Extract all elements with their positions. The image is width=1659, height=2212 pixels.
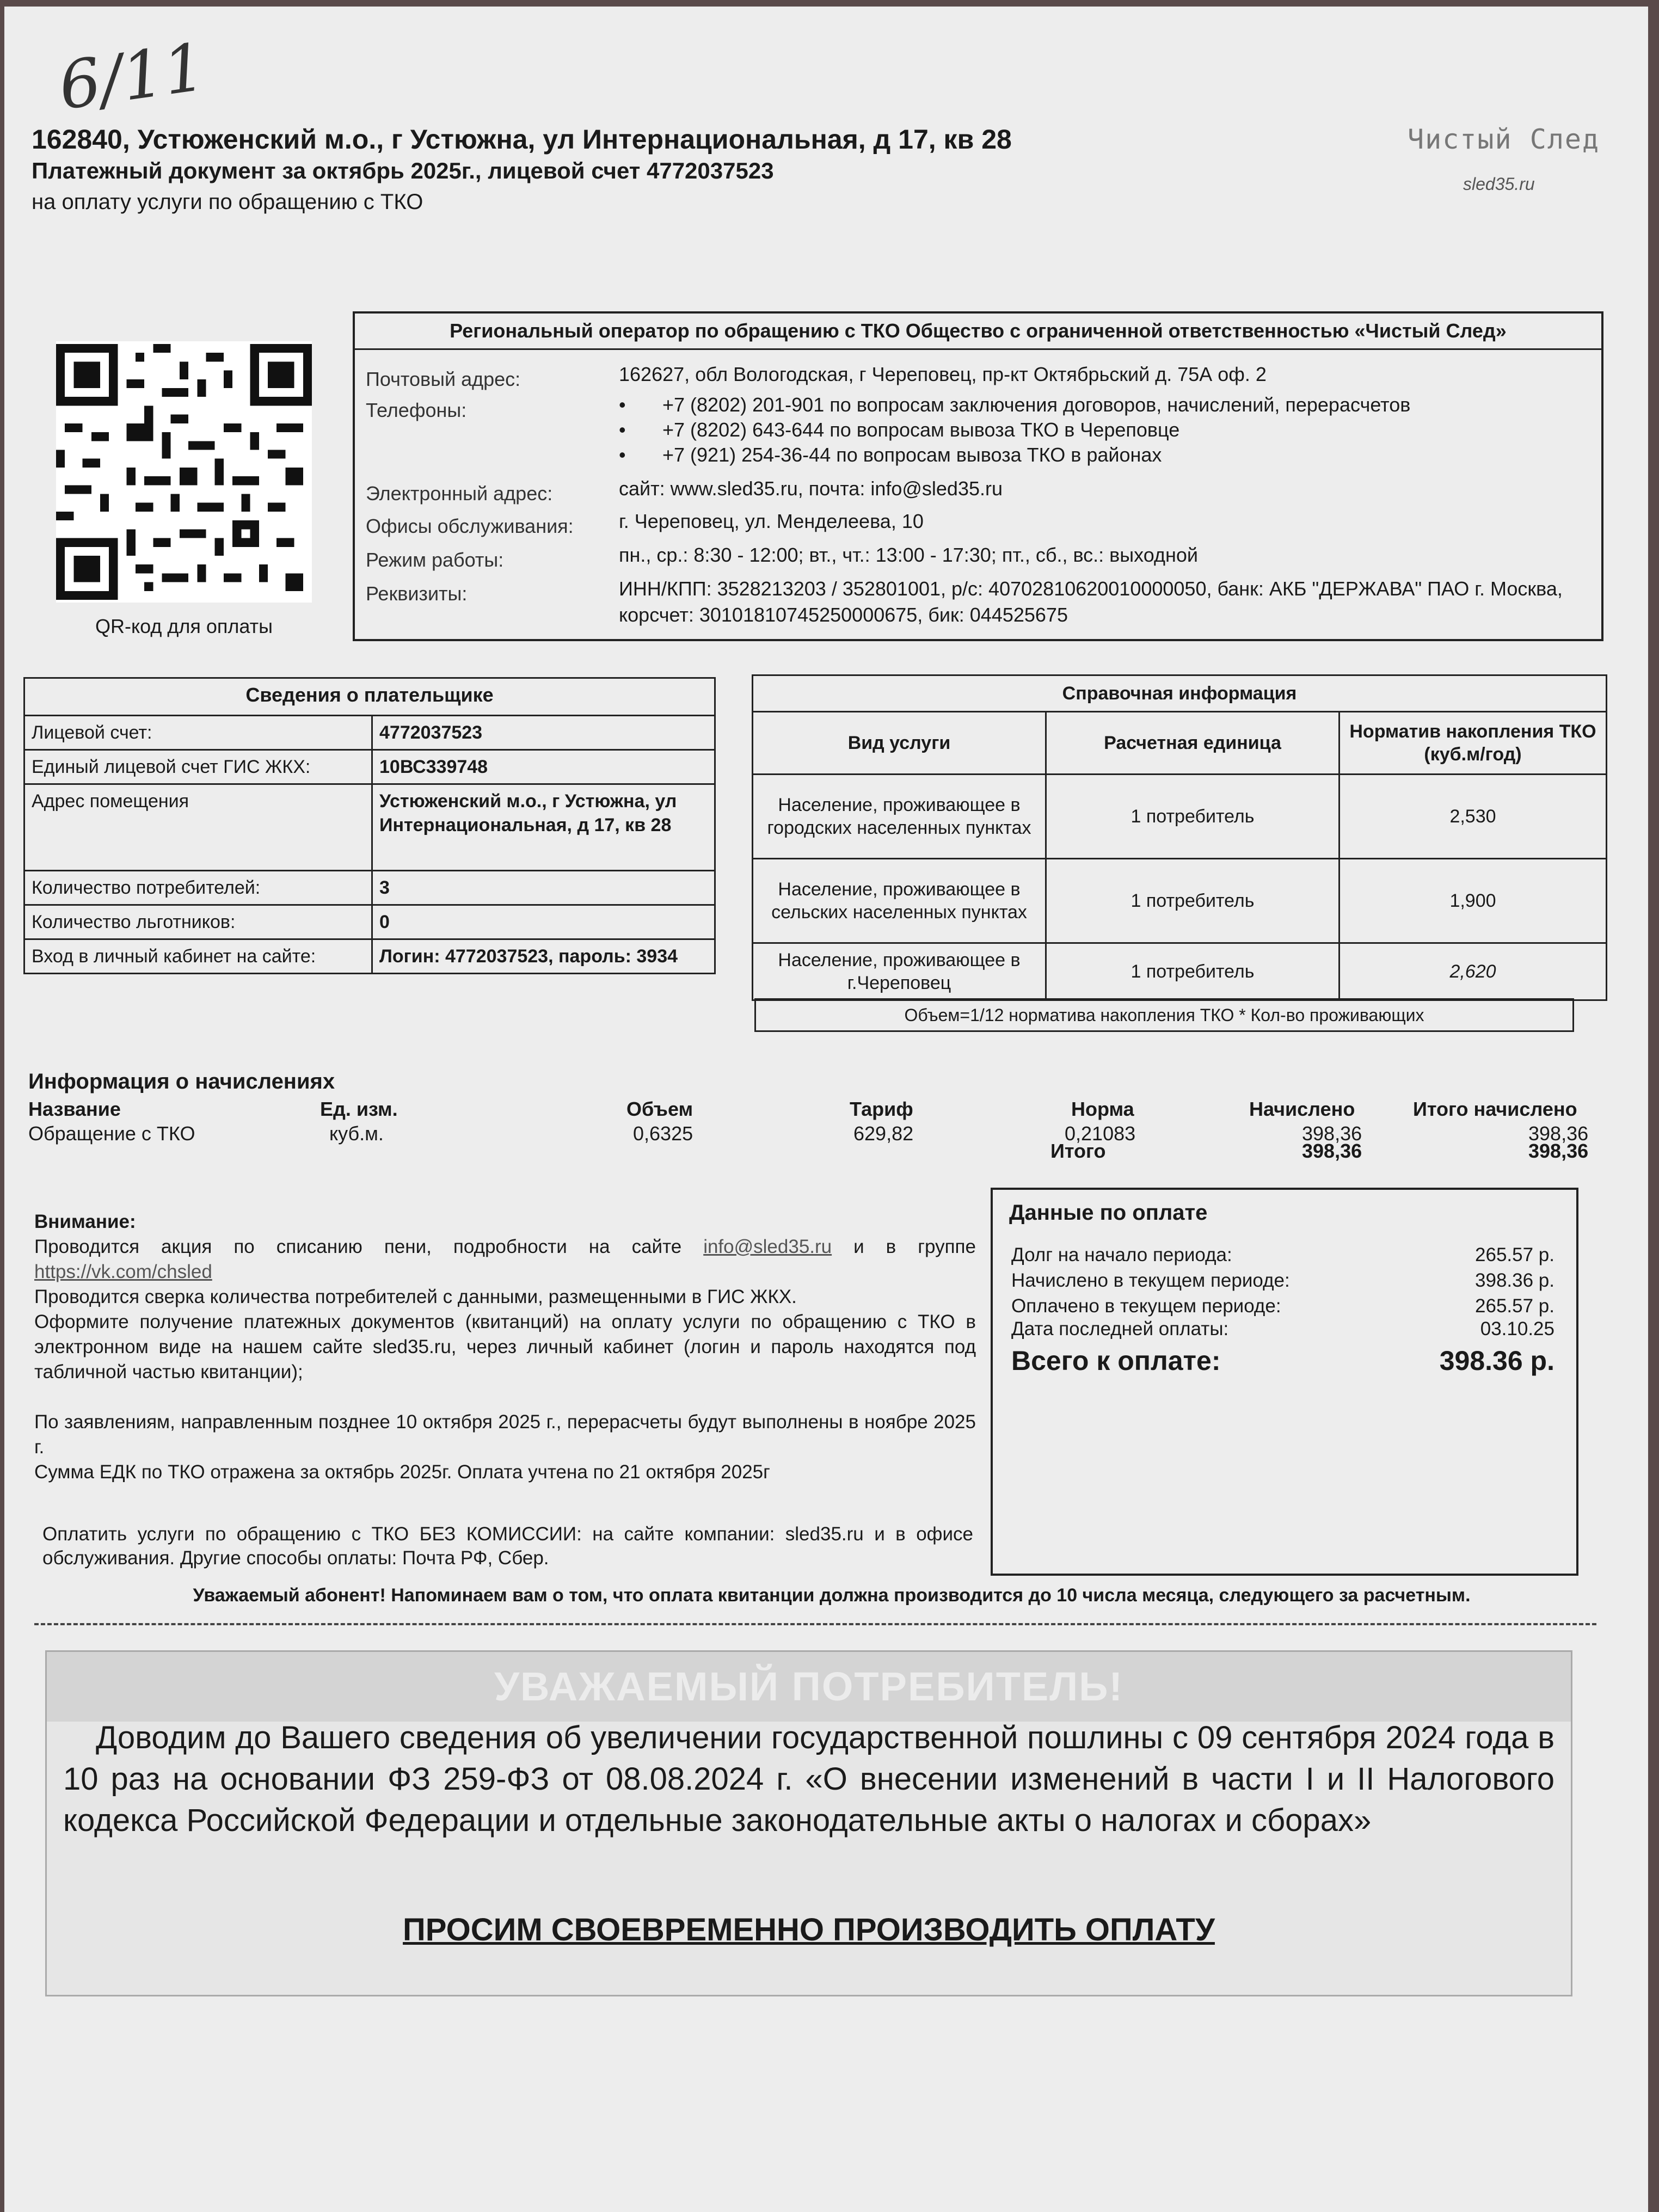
notice-text: Проводится акция по списанию пени, подробности на сайте <box>34 1236 682 1257</box>
charges-cell: 398,36 <box>1302 1122 1362 1145</box>
notice-text: Проводится сверка количества потребителей с данными, размещенными в ГИС ЖКХ. <box>34 1286 797 1307</box>
payer-value: 10ВС339748 <box>372 750 715 784</box>
payer-value: 4772037523 <box>372 716 715 750</box>
charges-cell: 0,21083 <box>1065 1122 1136 1145</box>
banner-text: Доводим до Вашего сведения об увеличении государственной пошлины с 09 сентября 2024 года в 10 раз на основании ФЗ 259-ФЗ от 08.08.2024 г. «О внесении изменений в части I и II Налогового кодекса Российской Федерации и отдельные законодательные акты о налогах и сборах» <box>63 1720 1554 1838</box>
table-row <box>753 859 1607 943</box>
reference-title: Справочная информация <box>753 675 1607 712</box>
charges-total-sum: 398,36 <box>1528 1140 1589 1162</box>
notice-text: Оформите получение платежных документов (квитанций) на оплату услуги по обращению с ТКО в электронном виде на нашем сайте sled35.ru, через личный кабинет (логин и пароль находятся под табличной частью квитанции); <box>34 1311 976 1382</box>
reference-cell: 2,530 <box>1340 775 1607 859</box>
payer-table <box>23 677 716 974</box>
charges-header: Объем <box>626 1098 693 1120</box>
payment-methods-note: Оплатить услуги по обращению с ТКО БЕЗ КОМИССИИ: на сайте компании: sled35.ru и в офисе обслуживания. Другие способы оплаты: Почта РФ, Сбер. <box>42 1523 973 1569</box>
notice-text: и в группе <box>853 1236 976 1257</box>
phone-item[interactable]: +7 (8202) 643-644 по вопросам вывоза ТКО в Череповце <box>662 419 1180 441</box>
table-row <box>24 871 715 905</box>
payer-label: Адрес помещения <box>24 784 372 871</box>
charges-cell: куб.м. <box>329 1122 384 1145</box>
header-subtitle: на оплату услуги по обращению с ТКО <box>32 190 423 214</box>
charges-total-label: Итого <box>1050 1140 1106 1162</box>
charges-title: Информация о начислениях <box>28 1070 335 1093</box>
notice-promo <box>34 1234 976 1285</box>
header-address: 162840, Устюженский м.о., г Устюжна, ул Интернациональная, д 17, кв 28 <box>32 124 1012 155</box>
phones-label: Телефоны: <box>366 399 467 421</box>
payer-value: Устюженский м.о., г Устюжна, ул Интернациональная, д 17, кв 28 <box>372 784 715 871</box>
company-logo: Чистый След <box>1408 124 1600 155</box>
table-row <box>24 784 715 871</box>
table-row <box>24 716 715 750</box>
reference-table <box>752 674 1607 1001</box>
charges-cell: 0,6325 <box>633 1122 693 1145</box>
qr-code-label: QR-код для оплаты <box>95 615 273 637</box>
table-row <box>24 905 715 939</box>
charges-header: Итого начислено <box>1413 1098 1577 1120</box>
cut-line <box>34 1623 1596 1625</box>
email-label: Электронный адрес: <box>366 482 553 505</box>
payment-value: 03.10.25 <box>1480 1318 1554 1340</box>
reference-cell: 1 потребитель <box>1046 775 1340 859</box>
reference-header: Норматив накопления ТКО (куб.м/год) <box>1340 712 1607 775</box>
operator-info-box <box>353 311 1603 641</box>
offices-label: Офисы обслуживания: <box>366 515 574 537</box>
charges-cell: 398,36 <box>1528 1122 1589 1145</box>
table-row <box>24 750 715 784</box>
table-row <box>753 775 1607 859</box>
notice-section <box>34 1209 976 1485</box>
charges-header: Тариф <box>850 1098 913 1120</box>
payment-label: Дата последней оплаты: <box>1011 1318 1229 1340</box>
payment-data-title: Данные по оплате <box>1009 1201 1208 1225</box>
payment-document <box>4 7 1648 2212</box>
requisites-value: ИНН/КПП: 3528213203 / 352801001, р/с: 40702810620010000050, банк: АКБ "ДЕРЖАВА" ПАО г. Москва, корсчет: 30101810745250000675, бик: 044525675 <box>619 577 1563 626</box>
payer-label: Количество потребителей: <box>24 871 372 905</box>
offices-value: г. Череповец, ул. Менделеева, 10 <box>619 510 924 532</box>
banner-heading: УВАЖАЕМЫЙ ПОТРЕБИТЕЛЬ! <box>47 1652 1571 1722</box>
phones-list: • +7 (8202) 201-901 по вопросам заключения договоров, начислений, перерасчетов • +7 (8202) 643-644 по вопросам вывоза ТКО в Череповце • +7 (921) 254-36-44 по вопросам вывоза ТКО в районах <box>619 394 1411 466</box>
reference-cell: 1 потребитель <box>1046 859 1340 943</box>
payment-label: Начислено в текущем периоде: <box>1011 1270 1290 1291</box>
payment-data-box <box>991 1188 1578 1576</box>
payer-value: 3 <box>372 871 715 905</box>
reference-cell: Население, проживающее в сельских населенных пунктах <box>753 859 1046 943</box>
payer-title: Сведения о плательщике <box>24 678 715 716</box>
notice-text: Сумма ЕДК по ТКО отражена за октябрь 2025г. Оплата учтена по 21 октября 2025г <box>34 1461 770 1483</box>
notice-title: Внимание: <box>34 1211 136 1232</box>
payer-value: 0 <box>372 905 715 939</box>
reference-header: Вид услуги <box>753 712 1046 775</box>
charges-header: Начислено <box>1249 1098 1355 1120</box>
payer-label: Вход в личный кабинет на сайте: <box>24 939 372 974</box>
qr-code-icon[interactable] <box>56 341 312 603</box>
vk-group-link[interactable]: https://vk.com/chsled <box>34 1261 212 1282</box>
payer-label: Количество льготников: <box>24 905 372 939</box>
notice-banner <box>45 1650 1572 1996</box>
charges-header: Название <box>28 1098 121 1120</box>
reference-cell: Население, проживающее в г.Череповец <box>753 943 1046 1000</box>
payment-label: Оплачено в текущем периоде: <box>1011 1295 1281 1317</box>
operator-title: Региональный оператор по обращению с ТКО Общество с ограниченной ответственностью «Чистый След» <box>355 314 1601 350</box>
handwritten-note: 6/11 <box>54 29 210 125</box>
phone-item[interactable]: +7 (8202) 201-901 по вопросам заключения договоров, начислений, перерасчетов <box>662 394 1411 416</box>
notice-text: По заявлениям, направленным позднее 10 октября 2025 г., перерасчеты будут выполнены в ноябре 2025 г. <box>34 1411 976 1458</box>
payment-value: 265.57 р. <box>1475 1244 1554 1265</box>
header-document-title: Платежный документ за октябрь 2025г., лицевой счет 4772037523 <box>32 158 774 183</box>
table-row <box>24 939 715 974</box>
total-due-value: 398.36 р. <box>1439 1345 1554 1376</box>
reference-cell: 2,620 <box>1340 943 1607 1000</box>
email-link[interactable]: info@sled35.ru <box>703 1236 832 1257</box>
hours-value: пн., ср.: 8:30 - 12:00; вт., чт.: 13:00 - 17:30; пт., сб., вс.: выходной <box>619 544 1199 566</box>
requisites-label: Реквизиты: <box>366 582 468 605</box>
total-due-label: Всего к оплате: <box>1011 1345 1221 1376</box>
reference-note: Объем=1/12 норматива накопления ТКО * Кол-во проживающих <box>754 998 1574 1032</box>
reference-header: Расчетная единица <box>1046 712 1340 775</box>
charges-cell: 629,82 <box>853 1122 914 1145</box>
payment-value: 398.36 р. <box>1475 1270 1554 1291</box>
table-row <box>753 943 1607 1000</box>
payer-label: Лицевой счет: <box>24 716 372 750</box>
banner-cta: ПРОСИМ СВОЕВРЕМЕННО ПРОИЗВОДИТЬ ОПЛАТУ <box>403 1912 1215 1947</box>
login-credentials: Логин: 4772037523, пароль: 3934 <box>372 939 715 974</box>
payer-label: Единый лицевой счет ГИС ЖКХ: <box>24 750 372 784</box>
postal-address: 162627, обл Вологодская, г Череповец, пр-кт Октябрьский д. 75А оф. 2 <box>619 363 1267 385</box>
charges-header: Ед. изм. <box>320 1098 398 1120</box>
charges-total: 398,36 <box>1302 1140 1362 1162</box>
reference-cell: Население, проживающее в городских населенных пунктах <box>753 775 1046 859</box>
email-value[interactable]: сайт: www.sled35.ru, почта: info@sled35.ru <box>619 477 1003 500</box>
payment-reminder: Уважаемый абонент! Напоминаем вам о том, что оплата квитанции должна производится до 10 числа месяца, следующего за расчетным. <box>193 1585 1471 1606</box>
hours-label: Режим работы: <box>366 549 504 571</box>
company-site: sled35.ru <box>1463 174 1535 194</box>
reference-cell: 1,900 <box>1340 859 1607 943</box>
charges-cell: Обращение с ТКО <box>28 1122 195 1145</box>
charges-header: Норма <box>1071 1098 1134 1120</box>
postal-label: Почтовый адрес: <box>366 368 521 390</box>
payment-value: 265.57 р. <box>1475 1295 1554 1317</box>
payment-label: Долг на начало периода: <box>1011 1244 1232 1265</box>
reference-cell: 1 потребитель <box>1046 943 1340 1000</box>
phone-item[interactable]: +7 (921) 254-36-44 по вопросам вывоза ТКО в районах <box>662 444 1162 466</box>
